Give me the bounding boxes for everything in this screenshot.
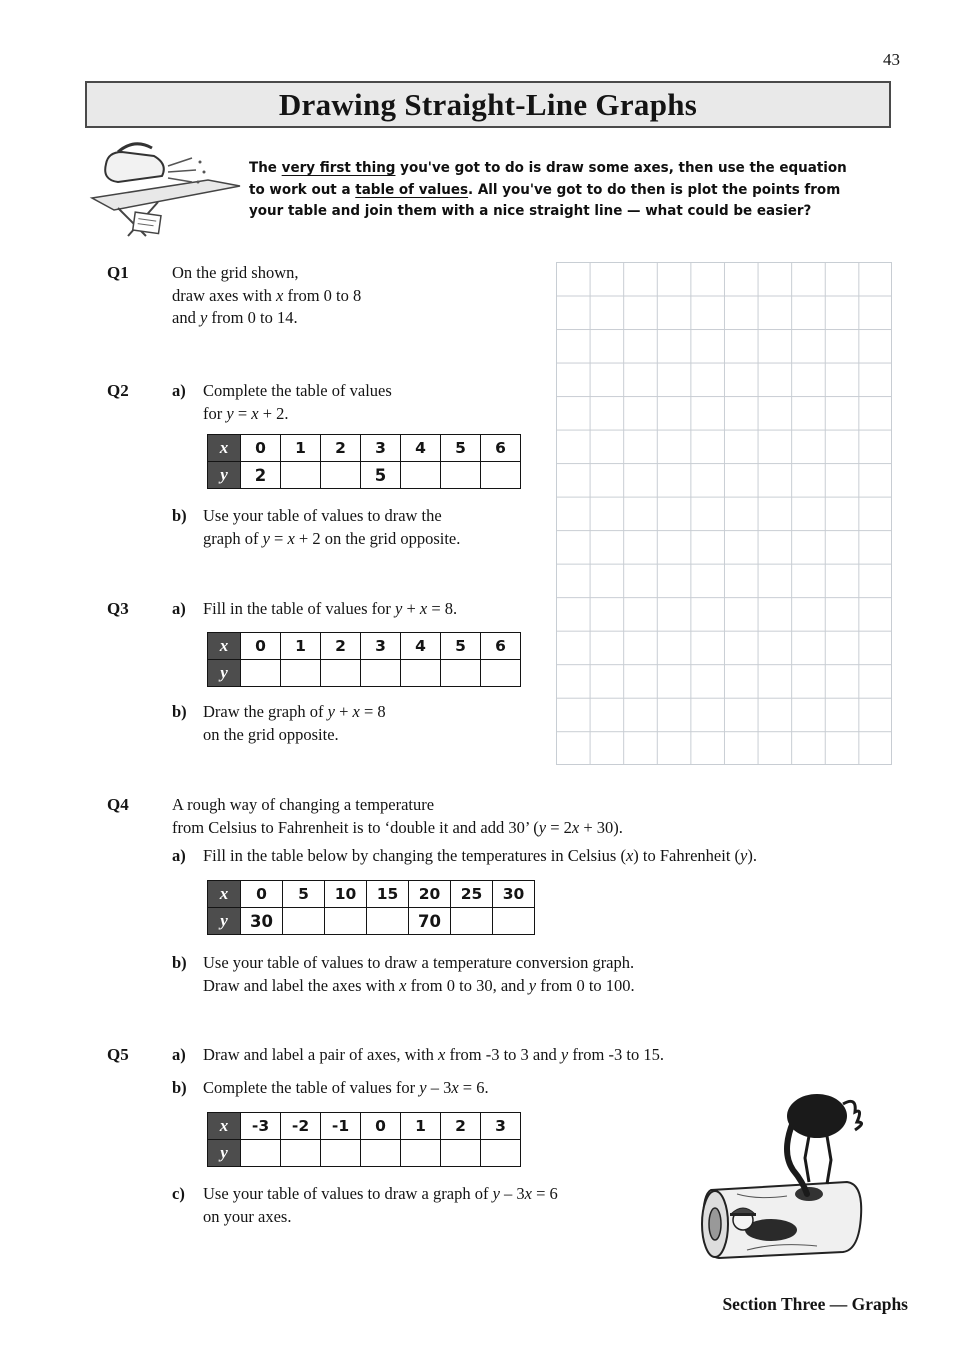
value-cell: 30 <box>241 908 283 935</box>
text-run: The <box>249 160 282 176</box>
q1-text <box>172 262 361 330</box>
math-var: y <box>528 975 537 995</box>
value-cell <box>325 908 367 935</box>
q2b-line <box>203 528 460 551</box>
text-run: = <box>233 403 252 423</box>
q4-text <box>172 794 623 839</box>
value-cell <box>481 462 521 489</box>
q5a-label: a) <box>172 1045 186 1064</box>
row-header-cell: y <box>208 908 241 935</box>
value-cell: 5 <box>441 633 481 660</box>
value-cell: 2 <box>241 462 281 489</box>
q4b-line <box>203 952 635 975</box>
text-run: – 3 <box>499 1184 525 1203</box>
underlined-phrase: table of values <box>355 181 469 198</box>
row-header-cell: x <box>208 435 241 462</box>
math-var: y <box>419 1078 427 1097</box>
math-var: y <box>560 1045 569 1064</box>
value-cell <box>367 908 409 935</box>
text-run: draw axes with <box>172 285 277 305</box>
value-cell: 20 <box>409 881 451 908</box>
q3b-line <box>203 724 386 747</box>
value-cell: 3 <box>361 633 401 660</box>
q4-line <box>172 817 623 840</box>
value-cell <box>241 660 281 687</box>
text-run: Draw and label a pair of axes, with <box>203 1045 439 1064</box>
text-run: Fill in the table below by changing the temperatures in Celsius ( <box>203 846 626 865</box>
q2a-line <box>203 403 392 426</box>
math-var: y <box>395 599 403 618</box>
table-row <box>208 1113 521 1140</box>
value-cell <box>481 1140 521 1167</box>
q2-label: Q2 <box>107 381 129 400</box>
row-header-cell: y <box>208 660 241 687</box>
value-cell <box>321 660 361 687</box>
q4a-text <box>203 845 757 868</box>
table-row <box>208 881 535 908</box>
text-run: graph of <box>203 528 263 548</box>
intro-line <box>249 201 847 223</box>
q2a-text <box>203 380 392 425</box>
q4a-line <box>203 845 757 868</box>
q5c-line <box>203 1206 558 1229</box>
text-run: Draw the graph of <box>203 702 328 721</box>
math-var: x <box>399 975 407 995</box>
value-cell: 10 <box>325 881 367 908</box>
text-run: from 0 to 100. <box>536 975 635 995</box>
value-cell: 0 <box>241 633 281 660</box>
text-run: = 8. <box>427 599 458 618</box>
text-run: + 2 on the grid opposite. <box>294 528 461 548</box>
value-cell: 2 <box>441 1113 481 1140</box>
table-row <box>208 462 521 489</box>
math-var: x <box>625 846 634 865</box>
math-var: y <box>226 403 234 423</box>
value-cell: 3 <box>481 1113 521 1140</box>
row-header-cell: x <box>208 633 241 660</box>
table-row <box>208 435 521 462</box>
value-cell: 4 <box>401 435 441 462</box>
q1-line <box>172 307 361 330</box>
text-run: . All you've got to do then is plot the points from <box>468 181 841 198</box>
text-run: your table and join them with a nice straight line — what could be easier? <box>249 203 812 219</box>
text-run: = <box>269 528 288 548</box>
text-run: – 3 <box>426 1078 452 1097</box>
value-cell <box>451 908 493 935</box>
value-cell: 5 <box>441 435 481 462</box>
q5a-text <box>203 1044 664 1067</box>
text-run: + <box>402 599 420 618</box>
text-run: = 6 <box>531 1184 558 1203</box>
q2a-line <box>203 380 392 403</box>
value-cell: 6 <box>481 435 521 462</box>
math-var: x <box>352 702 360 721</box>
q5c-line <box>203 1183 558 1206</box>
value-cell: 0 <box>241 435 281 462</box>
text-run: + 2. <box>258 403 289 423</box>
value-cell <box>401 462 441 489</box>
table-row <box>208 660 521 687</box>
text-run: + <box>334 702 353 721</box>
value-cell: -1 <box>321 1113 361 1140</box>
math-var: x <box>419 599 428 618</box>
table-row <box>208 908 535 935</box>
value-cell: 30 <box>493 881 535 908</box>
text-run: and <box>172 308 200 327</box>
math-var: y <box>538 817 547 837</box>
intro-note <box>249 158 847 223</box>
q5c-text <box>203 1183 558 1228</box>
text-run: from 0 to 8 <box>283 285 362 305</box>
value-cell <box>321 462 361 489</box>
text-run: you've got to do is draw some axes, then use the equation <box>395 160 847 176</box>
value-cell <box>361 1140 401 1167</box>
text-run: On the grid shown, <box>172 263 299 282</box>
title-banner <box>85 81 891 128</box>
q3a-label: a) <box>172 599 186 618</box>
value-cell <box>361 660 401 687</box>
value-cell <box>401 1140 441 1167</box>
q5-table <box>207 1112 521 1167</box>
math-var: x <box>251 403 259 423</box>
q5-label: Q5 <box>107 1045 129 1064</box>
text-run: Complete the table of values <box>203 381 392 400</box>
text-run: Fill in the table of values for <box>203 599 395 618</box>
value-cell <box>401 660 441 687</box>
value-cell: 70 <box>409 908 451 935</box>
q1-label: Q1 <box>107 263 129 282</box>
value-cell: 3 <box>361 435 401 462</box>
math-var: x <box>524 1184 532 1203</box>
text-run: Use your table of values to draw the <box>203 506 442 525</box>
value-cell <box>493 908 535 935</box>
value-cell: -3 <box>241 1113 281 1140</box>
q4b-label: b) <box>172 953 187 972</box>
value-cell: 4 <box>401 633 441 660</box>
q2a-label: a) <box>172 381 186 400</box>
value-cell: 1 <box>401 1113 441 1140</box>
q4b-text <box>203 952 635 997</box>
text-run: ). <box>747 846 757 865</box>
value-cell: 1 <box>281 633 321 660</box>
q1-line <box>172 262 361 285</box>
text-run: from Celsius to Fahrenheit is to ‘double it and add 30’ ( <box>172 817 539 837</box>
q2b-text <box>203 505 460 550</box>
math-var: y <box>199 308 208 327</box>
row-header-cell: y <box>208 462 241 489</box>
q2-table <box>207 434 521 489</box>
value-cell <box>283 908 325 935</box>
text-run: + 30). <box>579 817 623 837</box>
q3a-line <box>203 598 457 621</box>
text-run: = 8 <box>359 702 386 721</box>
q5b-text <box>203 1077 489 1100</box>
value-cell: 6 <box>481 633 521 660</box>
intro-line <box>249 180 847 202</box>
value-cell: 5 <box>361 462 401 489</box>
row-header-cell: x <box>208 881 241 908</box>
text-run: for <box>203 403 227 423</box>
value-cell: -2 <box>281 1113 321 1140</box>
q5b-line <box>203 1077 489 1100</box>
text-run: from -3 to 15. <box>568 1045 664 1064</box>
q5c-label: c) <box>172 1184 185 1203</box>
intro-line <box>249 158 847 180</box>
value-cell <box>321 1140 361 1167</box>
value-cell: 15 <box>367 881 409 908</box>
math-var: x <box>438 1045 446 1064</box>
value-cell <box>481 660 521 687</box>
text-run: Use your table of values to draw a graph of <box>203 1184 493 1203</box>
math-var: x <box>276 285 284 305</box>
q3b-label: b) <box>172 702 187 721</box>
value-cell: 2 <box>321 633 361 660</box>
value-cell <box>281 1140 321 1167</box>
ostrich-illustration <box>697 1082 867 1267</box>
math-var: x <box>451 1078 459 1097</box>
text-run: from -3 to 3 and <box>445 1045 561 1064</box>
value-cell: 0 <box>361 1113 401 1140</box>
row-header-cell: y <box>208 1140 241 1167</box>
q4-label: Q4 <box>107 795 129 814</box>
text-run: to work out a <box>249 181 356 198</box>
text-run: on the grid opposite. <box>203 724 339 744</box>
value-cell <box>441 1140 481 1167</box>
text-run: from 0 to 30, and <box>406 975 529 995</box>
table-row <box>208 1140 521 1167</box>
value-cell <box>441 462 481 489</box>
q4b-line <box>203 975 635 998</box>
text-run: = 6. <box>458 1078 489 1097</box>
underlined-phrase: very first thing <box>281 160 396 176</box>
q3a-text <box>203 598 457 621</box>
text-run: from 0 to 14. <box>207 308 298 327</box>
math-var: x <box>571 817 580 837</box>
math-var: x <box>287 528 295 548</box>
q4-table <box>207 880 535 935</box>
table-row <box>208 633 521 660</box>
q5a-line <box>203 1044 664 1067</box>
text-run: A rough way of changing a temperature <box>172 795 435 814</box>
q4-line <box>172 794 623 817</box>
page-number: 43 <box>883 50 900 69</box>
value-cell <box>281 462 321 489</box>
q1-line <box>172 285 361 308</box>
value-cell <box>241 1140 281 1167</box>
value-cell: 0 <box>241 881 283 908</box>
page-title: Drawing Straight-Line Graphs <box>278 86 698 122</box>
text-run: Use your table of values to draw a temperature conversion graph. <box>203 953 635 972</box>
section-footer: Section Three — Graphs <box>722 1294 908 1314</box>
q3b-text <box>203 701 386 746</box>
q3-label: Q3 <box>107 599 129 618</box>
math-var: y <box>262 528 270 548</box>
math-var: y <box>492 1184 500 1203</box>
text-run: on your axes. <box>203 1206 292 1226</box>
text-run: Draw and label the axes with <box>203 975 400 995</box>
value-cell: 2 <box>321 435 361 462</box>
math-var: y <box>327 702 335 721</box>
value-cell: 1 <box>281 435 321 462</box>
q5b-label: b) <box>172 1078 187 1097</box>
row-header-cell: x <box>208 1113 241 1140</box>
value-cell <box>441 660 481 687</box>
q2b-label: b) <box>172 506 187 525</box>
text-run: = 2 <box>546 817 572 837</box>
graph-grid <box>556 262 892 765</box>
value-cell: 5 <box>283 881 325 908</box>
iron-illustration <box>88 136 248 241</box>
text-run: ) to Fahrenheit ( <box>633 846 741 865</box>
value-cell: 25 <box>451 881 493 908</box>
q4a-label: a) <box>172 846 186 865</box>
text-run: Complete the table of values for <box>203 1078 420 1097</box>
value-cell <box>281 660 321 687</box>
q3-table <box>207 632 521 687</box>
math-var: y <box>740 846 748 865</box>
q3b-line <box>203 701 386 724</box>
q2b-line <box>203 505 460 528</box>
